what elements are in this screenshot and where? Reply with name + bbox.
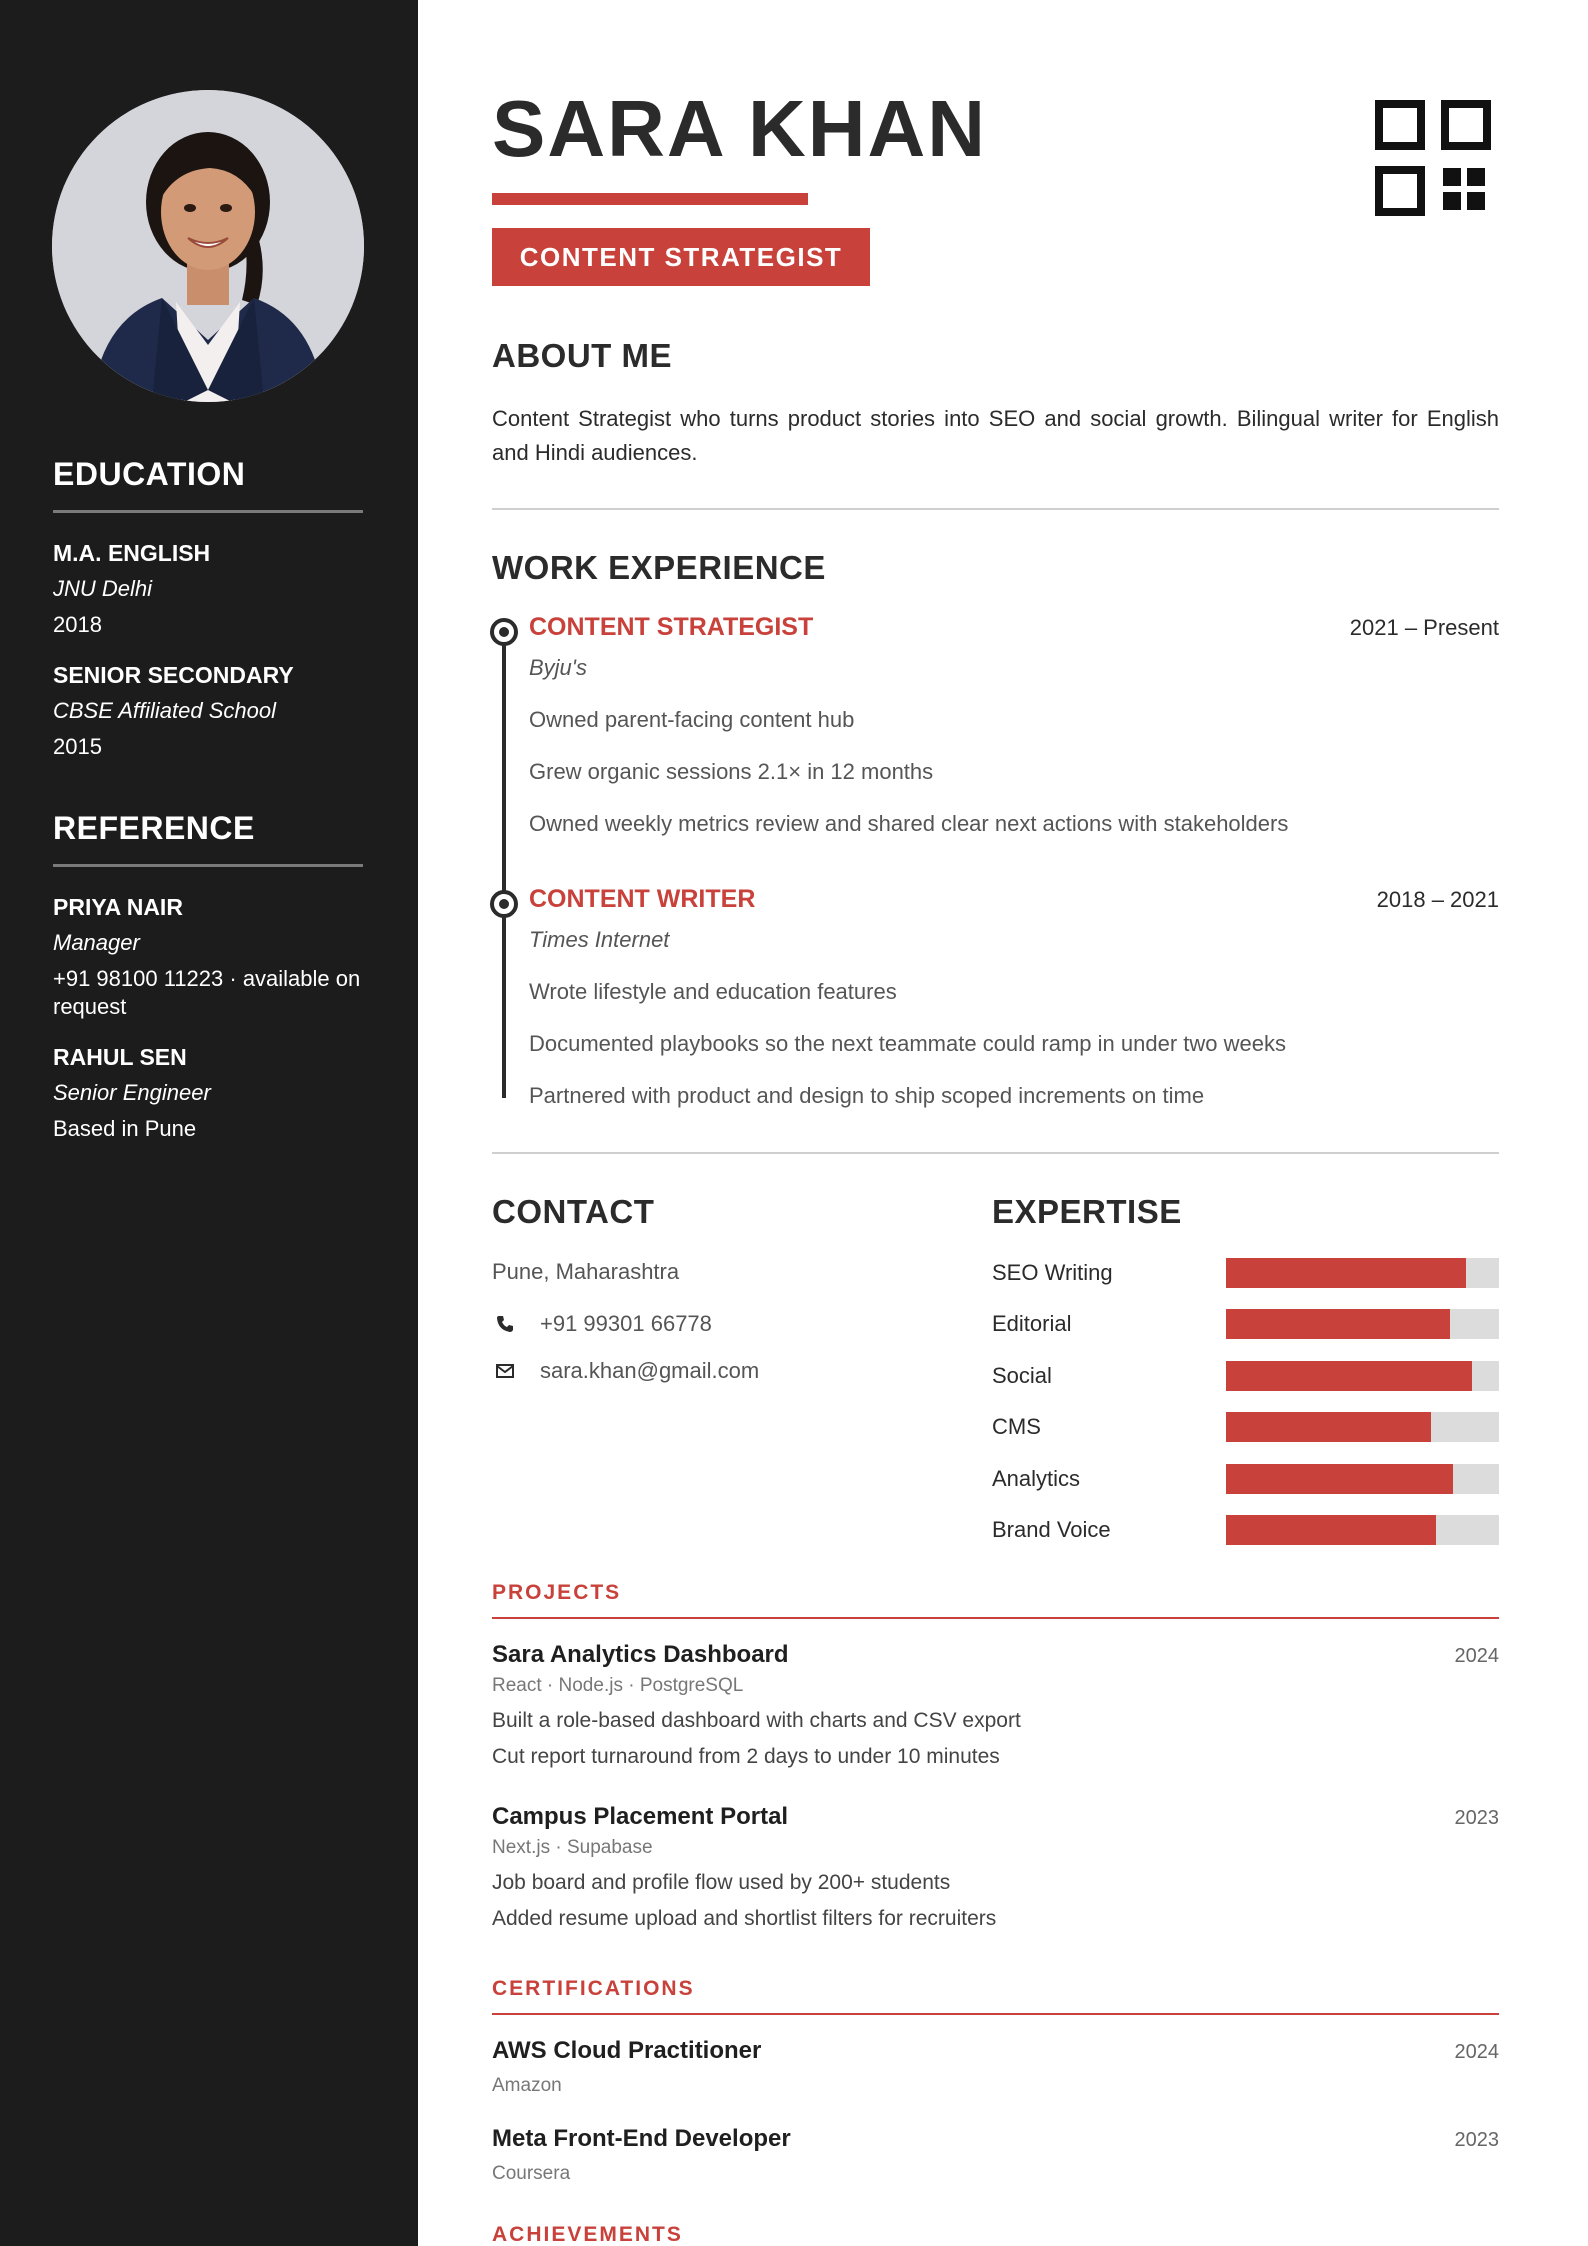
main-content: [492, 0, 1499, 2246]
timeline-dot: [490, 618, 518, 646]
certification-item: [492, 2124, 1499, 2186]
institution: JNU Delhi: [53, 576, 153, 601]
job-entry: [529, 612, 1499, 838]
skill-bar-track: [1226, 1309, 1499, 1339]
about-heading: ABOUT ME: [492, 337, 672, 374]
skill-name: Editorial: [992, 1311, 1072, 1336]
skill-row: [992, 1361, 1499, 1391]
graduation-year: 2018: [53, 612, 102, 637]
job-title: CONTENT WRITER: [529, 885, 756, 913]
qr-code-icon[interactable]: [1375, 100, 1491, 216]
certification-title: Meta Front-End Developer: [492, 2125, 791, 2152]
skill-bar-track: [1226, 1515, 1499, 1545]
job-title: CONTENT STRATEGIST: [529, 613, 814, 641]
skill-bar-fill: [1226, 1361, 1472, 1391]
project-year: 2024: [1454, 1645, 1499, 1667]
reference-item: [53, 893, 363, 1021]
projects-divider: [492, 1617, 1499, 1619]
job-entry: [529, 884, 1499, 1110]
timeline-line: [502, 630, 506, 1098]
graduation-year: 2015: [53, 734, 102, 759]
skill-name: CMS: [992, 1414, 1041, 1439]
project-detail: Added resume upload and shortlist filters for recruiters: [492, 1907, 997, 1930]
person-portrait-icon: [52, 90, 364, 402]
section-divider: [492, 1152, 1499, 1154]
skill-row: [992, 1309, 1499, 1339]
achievements-heading: ACHIEVEMENTS: [492, 2223, 683, 2246]
job-bullet: Owned parent-facing content hub: [529, 707, 855, 732]
project-title: Campus Placement Portal: [492, 1803, 789, 1830]
reference-heading: REFERENCE: [53, 810, 255, 846]
role-badge: CONTENT STRATEGIST: [492, 228, 870, 286]
education-item: [53, 539, 363, 639]
reference-role: Manager: [53, 930, 140, 955]
skill-name: Brand Voice: [992, 1517, 1111, 1542]
contact-phone[interactable]: +91 99301 66778: [540, 1311, 712, 1336]
profile-photo: [52, 90, 364, 402]
skill-bar-track: [1226, 1412, 1499, 1442]
reference-name: PRIYA NAIR: [53, 894, 183, 920]
skill-bar-fill: [1226, 1412, 1431, 1442]
skill-bar-fill: [1226, 1258, 1466, 1288]
skill-name: SEO Writing: [992, 1260, 1113, 1285]
job-company: Byju's: [529, 655, 587, 680]
skill-row: [992, 1515, 1499, 1545]
education-divider: [53, 510, 363, 513]
skill-name: Analytics: [992, 1466, 1081, 1491]
expertise-heading: EXPERTISE: [992, 1193, 1182, 1230]
skill-row: [992, 1464, 1499, 1494]
skill-row: [992, 1258, 1499, 1288]
job-company: Times Internet: [529, 927, 670, 952]
reference-detail: +91 98100 11223 · available on request: [53, 966, 361, 1019]
skill-bar-track: [1226, 1464, 1499, 1494]
degree-title: SENIOR SECONDARY: [53, 662, 294, 688]
certification-issuer: Amazon: [492, 2075, 562, 2096]
education-section: [53, 456, 363, 761]
skill-bar-track: [1226, 1258, 1499, 1288]
certification-item: [492, 2036, 1499, 2098]
skill-name: Social: [992, 1363, 1052, 1388]
job-dates: 2021 – Present: [1349, 615, 1499, 640]
contact-email-row[interactable]: [492, 1357, 759, 1385]
contact-phone-row[interactable]: [492, 1310, 712, 1338]
project-tech: React · Node.js · PostgreSQL: [492, 1675, 744, 1696]
sidebar: [0, 0, 418, 2246]
job-bullet: Owned weekly metrics review and shared clear next actions with stakeholders: [529, 811, 1289, 836]
project-detail: Cut report turnaround from 2 days to under 10 minutes: [492, 1745, 1000, 1768]
skill-bar-fill: [1226, 1464, 1453, 1494]
reference-name: RAHUL SEN: [53, 1044, 187, 1070]
contact-location: Pune, Maharashtra: [492, 1259, 680, 1284]
project-item: [492, 1640, 1499, 1770]
contact-email[interactable]: sara.khan@gmail.com: [540, 1358, 760, 1383]
project-item: [492, 1802, 1499, 1932]
name-underline: [492, 193, 808, 205]
certifications-divider: [492, 2013, 1499, 2015]
certification-issuer: Coursera: [492, 2163, 571, 2184]
job-bullet: Partnered with product and design to ship scoped increments on time: [529, 1083, 1205, 1108]
about-text: Content Strategist who turns product stories into SEO and social growth. Bilingual writer for English and Hindi audiences.: [492, 406, 1499, 465]
skill-row: [992, 1412, 1499, 1442]
timeline-dot: [490, 890, 518, 918]
reference-role: Senior Engineer: [53, 1080, 211, 1105]
project-tech: Next.js · Supabase: [492, 1837, 653, 1858]
certification-year: 2023: [1454, 2129, 1499, 2151]
education-heading: EDUCATION: [53, 456, 246, 492]
work-experience-heading: WORK EXPERIENCE: [492, 549, 826, 586]
skill-bar-fill: [1226, 1515, 1436, 1545]
certifications-heading: CERTIFICATIONS: [492, 1977, 695, 2000]
certification-year: 2024: [1454, 2041, 1499, 2063]
reference-detail: Based in Pune: [53, 1116, 197, 1141]
reference-divider: [53, 864, 363, 867]
reference-section: [53, 810, 363, 1143]
phone-icon: [495, 1314, 515, 1334]
project-title: Sara Analytics Dashboard: [492, 1641, 789, 1668]
education-item: [53, 661, 363, 761]
job-dates: 2018 – 2021: [1376, 887, 1499, 912]
project-detail: Job board and profile flow used by 200+ students: [492, 1871, 951, 1894]
skill-bar-fill: [1226, 1309, 1450, 1339]
section-divider: [492, 508, 1499, 510]
project-year: 2023: [1454, 1807, 1499, 1829]
reference-item: [53, 1043, 363, 1143]
contact-heading: CONTACT: [492, 1193, 655, 1230]
envelope-icon: [495, 1361, 515, 1381]
project-detail: Built a role-based dashboard with charts and CSV export: [492, 1709, 1021, 1732]
institution: CBSE Affiliated School: [53, 698, 276, 723]
skill-bar-track: [1226, 1361, 1499, 1391]
candidate-name: SARA KHAN: [492, 84, 988, 173]
certification-title: AWS Cloud Practitioner: [492, 2037, 762, 2064]
job-bullet: Wrote lifestyle and education features: [529, 979, 897, 1004]
degree-title: M.A. ENGLISH: [53, 540, 211, 566]
job-bullet: Documented playbooks so the next teammate could ramp in under two weeks: [529, 1031, 1286, 1056]
job-bullet: Grew organic sessions 2.1× in 12 months: [529, 759, 934, 784]
projects-heading: PROJECTS: [492, 1581, 622, 1604]
